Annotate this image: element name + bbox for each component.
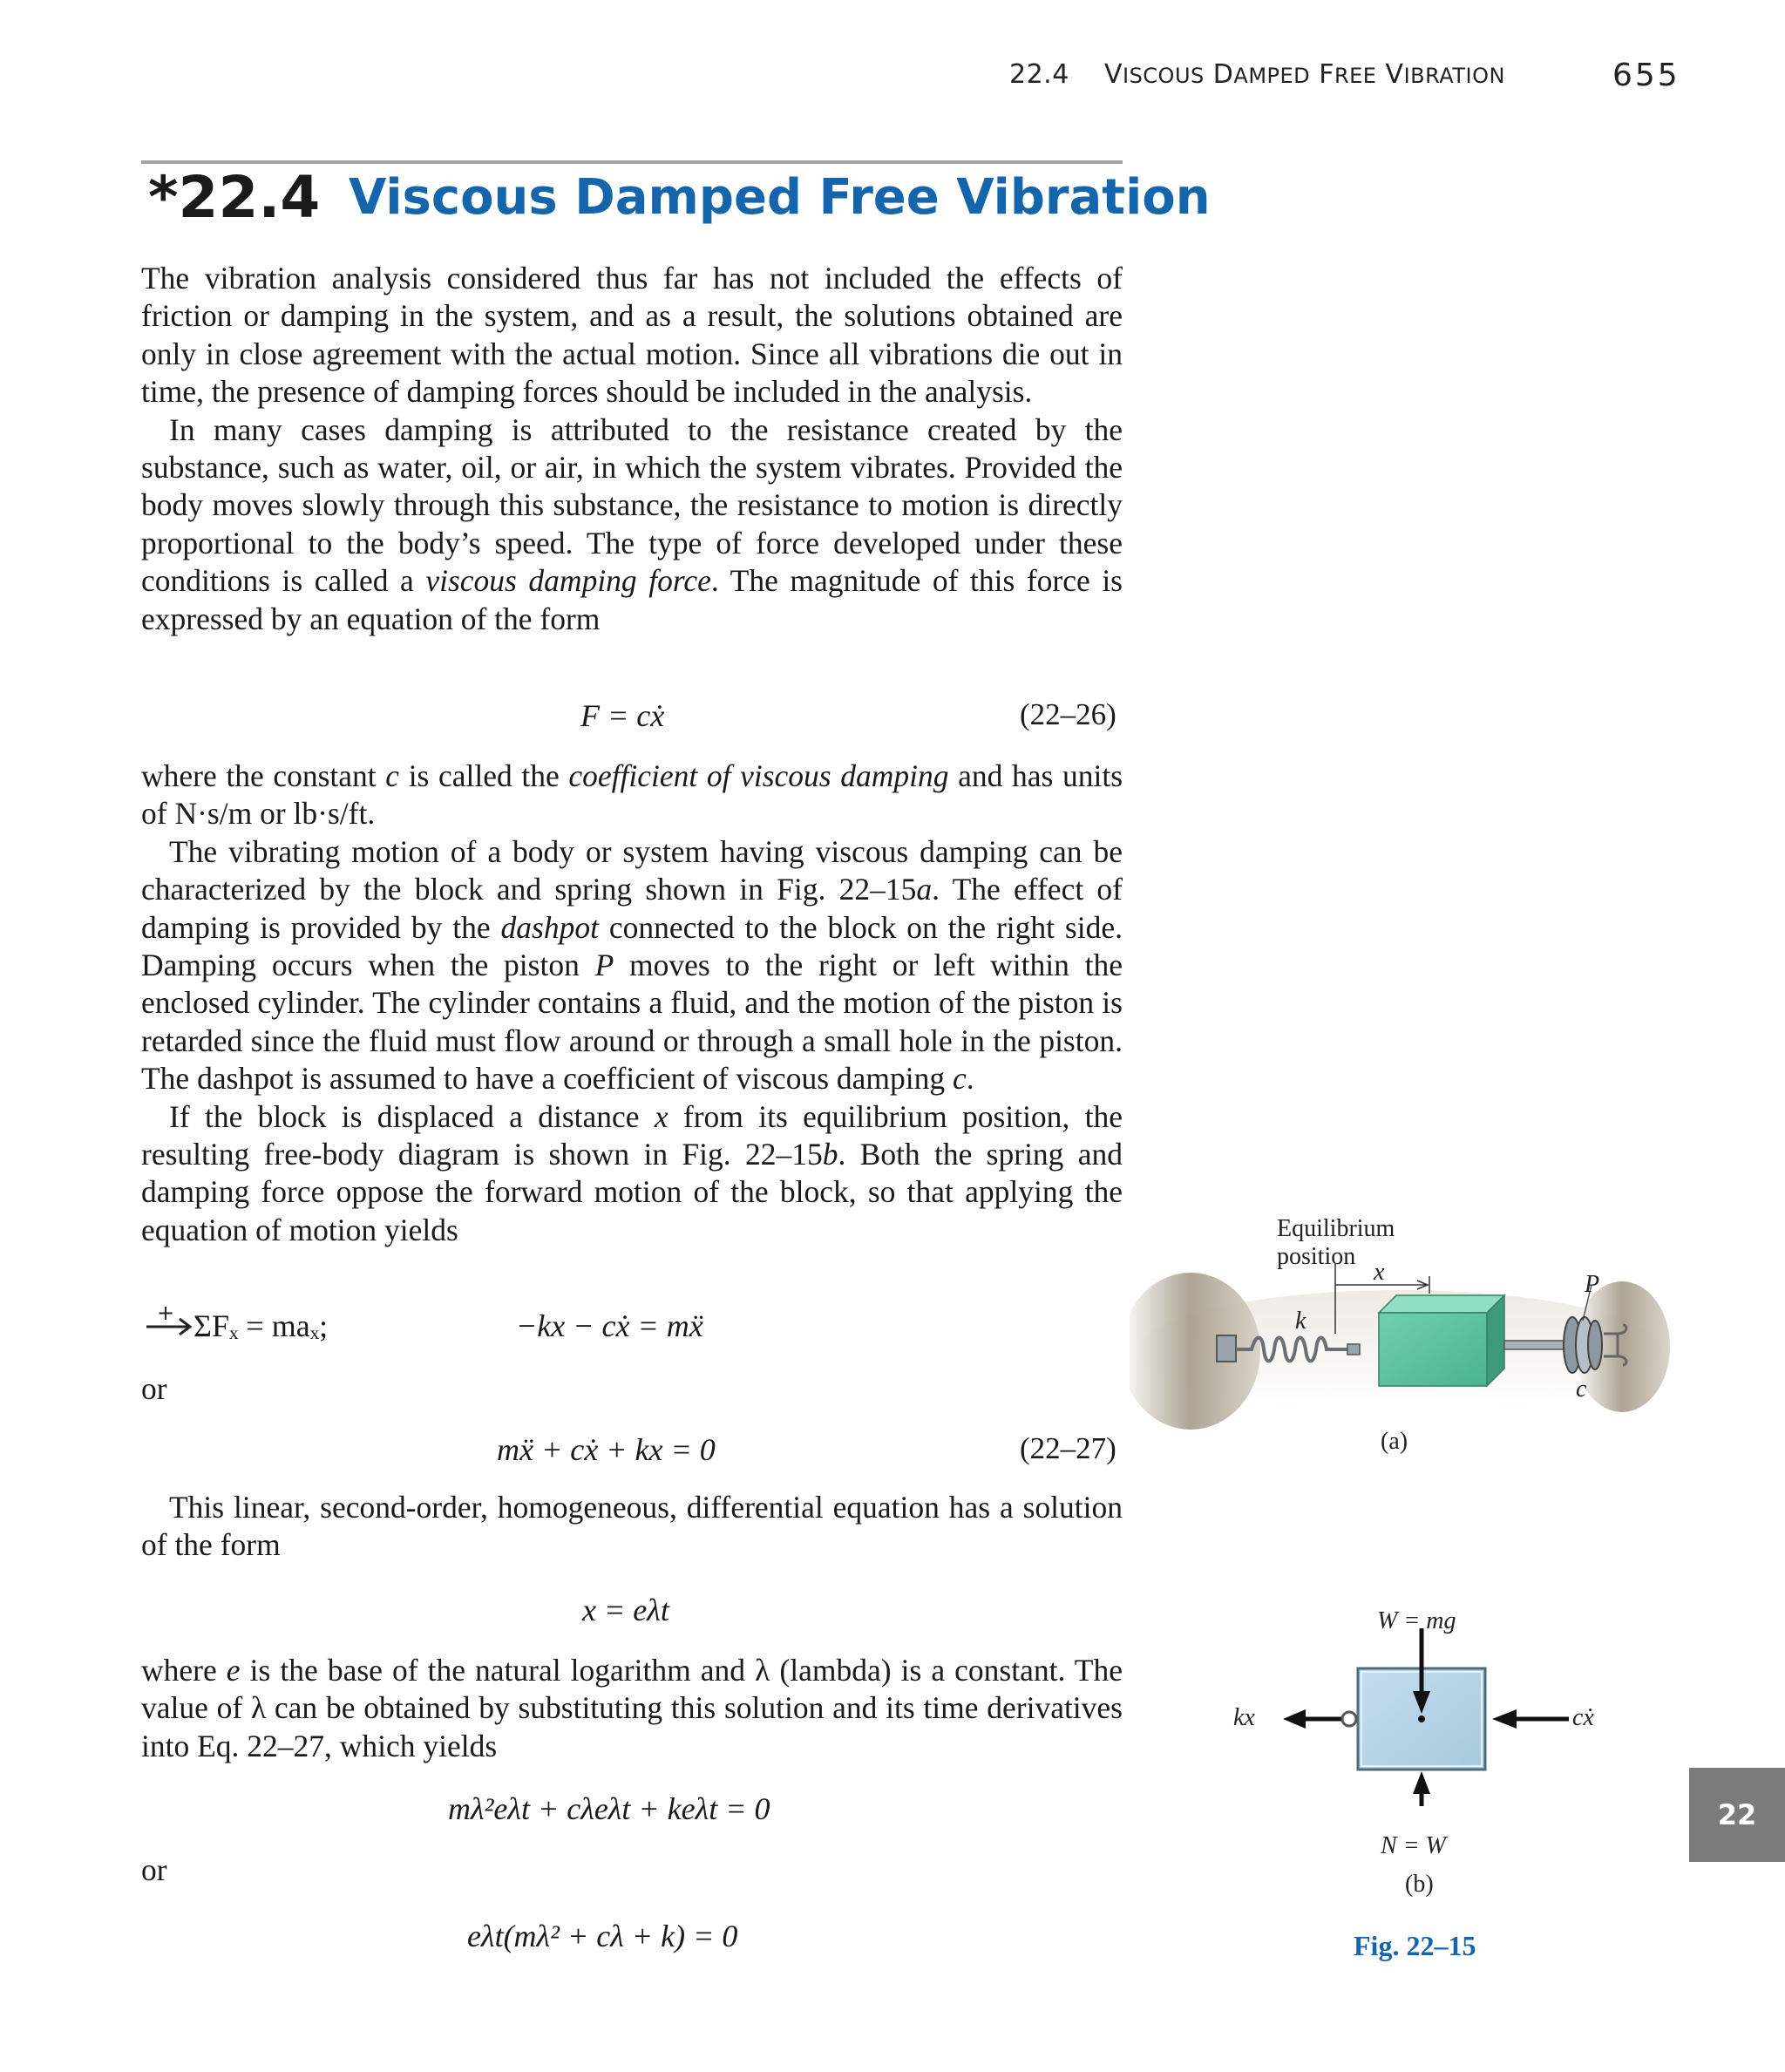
section-number: *22.4 xyxy=(148,164,321,231)
position-label: position xyxy=(1277,1243,1356,1270)
figure-caption: Fig. 22–15 xyxy=(1354,1930,1476,1961)
substituted-equation: mλ²eλt + cλeλt + keλt = 0 xyxy=(448,1791,770,1826)
figure-b-free-body-diagram xyxy=(1220,1604,1621,1822)
damping-c-label: c xyxy=(1576,1376,1587,1403)
normal-force-label: N = W xyxy=(1381,1832,1446,1859)
piston-P-label: P xyxy=(1585,1271,1600,1298)
chapter-tab: 22 xyxy=(1689,1768,1785,1862)
solution-form-equation: x = eλt xyxy=(582,1593,669,1627)
body-text-block-4 xyxy=(141,1652,1123,1765)
spring-force-label: kx xyxy=(1233,1704,1255,1731)
equilibrium-label: Equilibrium xyxy=(1277,1215,1395,1242)
figure-b-label: (b) xyxy=(1405,1871,1434,1898)
header-section-ref: 22.4 xyxy=(1009,59,1069,90)
damping-force-label: cẋ xyxy=(1572,1704,1594,1731)
paragraph-3: where the constant c is called the coefficient of viscous damping and has units of N·s/m or lb·s/ft. xyxy=(141,758,1123,832)
header-title: VISCOUS DAMPED FREE VIBRATION xyxy=(1103,59,1505,90)
paragraph-5: If the block is displaced a distance x from its equilibrium position, the resulting free-body diagram is shown in Fig. 22–15b. Both the spring and damping force oppose the forward motion of the block, so that applying the equation of motion yields xyxy=(141,1098,1123,1247)
paragraph-7: where e is the base of the natural logarithm and λ (lambda) is a constant. The value of λ can be obtained by substituting this solution and its time derivatives into Eq. 22–27, which yields xyxy=(141,1653,1123,1763)
equation-number-22-26: (22–26) xyxy=(1020,697,1116,731)
or-text-1: or xyxy=(141,1371,167,1406)
running-header xyxy=(1009,59,1505,90)
equation-of-motion: −kx − cẋ = mẍ xyxy=(516,1308,703,1343)
or-text-2: or xyxy=(141,1852,167,1887)
equation-22-27: mẍ + cẋ + kx = 0 xyxy=(497,1432,716,1467)
equation-22-26: F = cẋ xyxy=(580,698,665,733)
paragraph-4: The vibrating motion of a body or system having viscous damping can be characterized by the block and spring shown in Fig. 22–15a. The effect of damping is provided by the dashpot connected to the block on the right side. Damping occurs when the piston P moves to the right or left within the enclosed cylinder. The cylinder contains a fluid, and the motion of the piston is retarded since the fluid must flow around or through a small hole in the piston. The dashpot is assumed to have a coefficient of viscous damping c. xyxy=(141,833,1123,1097)
weight-label: W = mg xyxy=(1377,1607,1456,1634)
page-number: 655 xyxy=(1612,58,1680,93)
positive-direction-arrow-icon xyxy=(145,1304,199,1340)
paragraph-2: In many cases damping is attributed to the resistance created by the substance, such as water, oil, or air, in which the system vibrates. Provided the body moves slowly through this substance, the resistance to motion is directly proportional to the body’s speed. The type of force developed under these conditions is called a viscous damping force. The magnitude of this force is expressed by an equation of the form xyxy=(141,411,1123,636)
paragraph-6: This linear, second-order, homogeneous, differential equation has a solution of the form xyxy=(141,1490,1123,1563)
body-text-block-3 xyxy=(141,1489,1123,1565)
body-text-block-1 xyxy=(141,260,1123,638)
x-dimension-label: x xyxy=(1374,1259,1385,1286)
sum-forces-label: ΣFₓ = maₓ; xyxy=(193,1308,329,1343)
factored-equation: eλt(mλ² + cλ + k) = 0 xyxy=(467,1919,738,1953)
paragraph-1: The vibration analysis considered thus far has not included the effects of friction or damping in the system, and as a result, the solutions obtained are only in close agreement with the actual motion. Since all vibrations die out in time, the presence of damping forces should be included in the analysis. xyxy=(141,261,1123,410)
figure-a-label: (a) xyxy=(1381,1428,1408,1455)
section-title: Viscous Damped Free Vibration xyxy=(349,169,1211,226)
equation-number-22-27: (22–27) xyxy=(1020,1431,1116,1465)
spring-k-label: k xyxy=(1295,1308,1307,1335)
body-text-block-2 xyxy=(141,757,1123,1249)
svg-text:+: + xyxy=(157,1304,175,1325)
